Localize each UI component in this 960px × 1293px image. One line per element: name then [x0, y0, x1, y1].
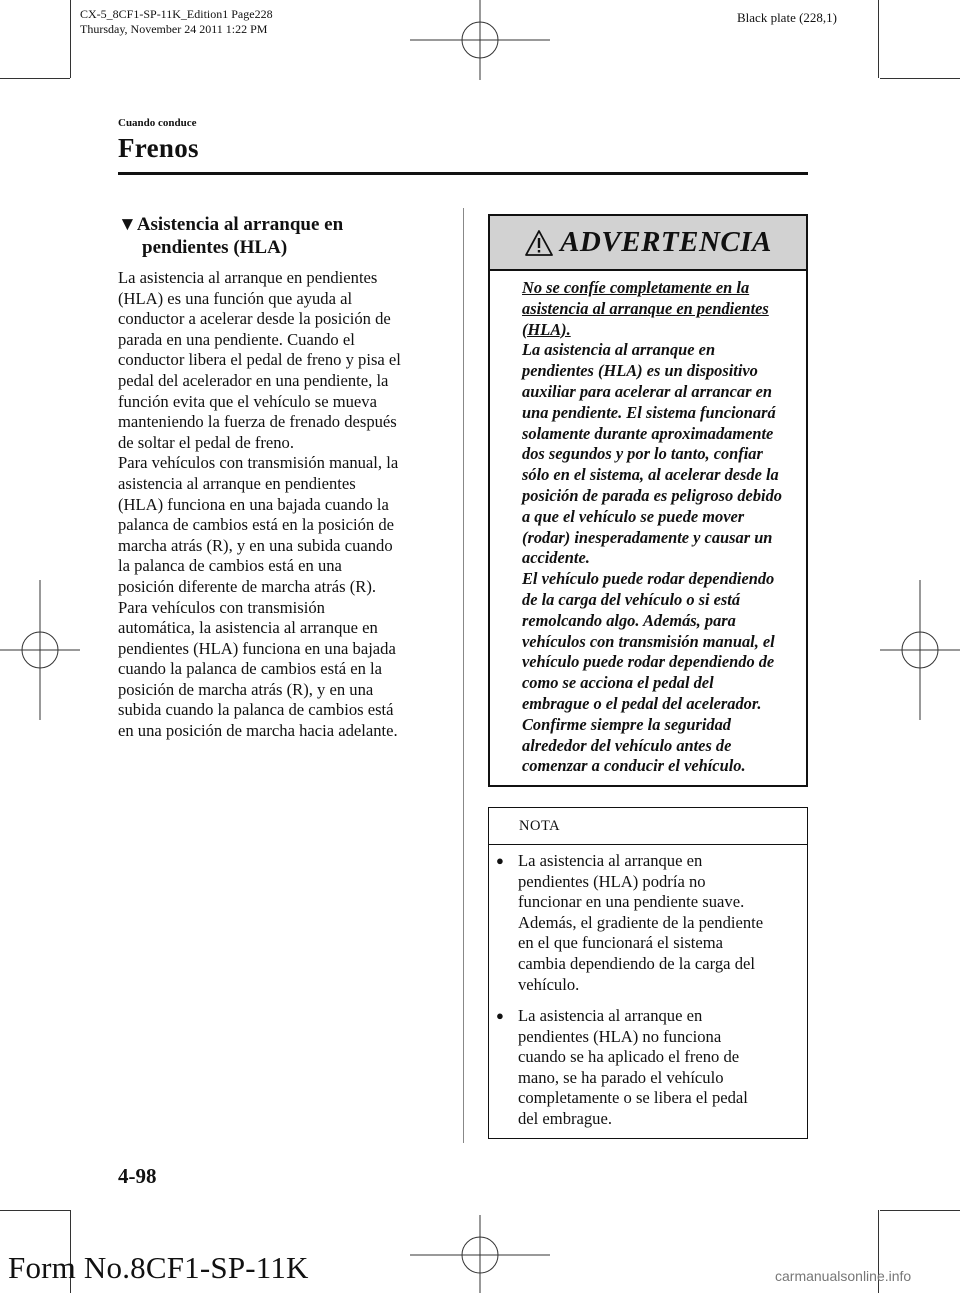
- warning-line: auxiliar para acelerar al arrancar en: [522, 381, 772, 401]
- heading-line-1: Asistencia al arranque en: [136, 214, 344, 235]
- note-line: del embrague.: [518, 1108, 612, 1128]
- warning-line: embrague o el pedal del acelerador.: [522, 693, 762, 713]
- body-line: (HLA) es una función que ayuda al: [118, 288, 353, 308]
- body-line: la palanca de cambios está en una: [118, 556, 342, 576]
- note-line: mano, se ha parado el vehículo: [518, 1067, 724, 1087]
- registration-mark-bottom-icon: [410, 1215, 550, 1293]
- warning-triangle-icon: [524, 229, 554, 257]
- warning-line: El vehículo puede rodar dependiendo: [522, 569, 775, 589]
- warning-line: posición de parada es peligroso debido: [522, 485, 782, 505]
- note-line: en el que funcionará el sistema: [518, 933, 724, 953]
- body-line: subida cuando la palanca de cambios está: [118, 700, 394, 720]
- note-line: pendientes (HLA) podría no: [518, 871, 706, 891]
- note-line: cambia dependiendo de la carga del: [518, 953, 755, 973]
- body-line: automática, la asistencia al arranque en: [118, 618, 378, 638]
- page-number: 4-98: [118, 1164, 157, 1188]
- body-line: conductor a acelerar desde la posición de: [118, 309, 391, 329]
- note-line: vehículo.: [518, 974, 580, 994]
- body-line: Para vehículos con transmisión: [118, 597, 325, 617]
- body-line: Para vehículos con transmisión manual, la: [118, 453, 399, 473]
- section-heading: [118, 213, 458, 259]
- warning-body: [522, 278, 796, 777]
- warning-line: vehículo puede rodar dependiendo de: [522, 652, 775, 672]
- warning-line: accidente.: [522, 548, 590, 568]
- watermark: carmanualsonline.info: [775, 1268, 912, 1284]
- warning-underlined-line: No se confíe completamente en la: [522, 278, 750, 297]
- print-date-line: Thursday, November 24 2011 1:22 PM: [80, 22, 268, 36]
- warning-line: solamente durante aproximadamente: [522, 423, 774, 443]
- note-line: Además, el gradiente de la pendiente: [518, 912, 764, 932]
- note-item-1: [496, 851, 799, 995]
- registration-mark-left-icon: [0, 580, 80, 720]
- note-box: [488, 807, 808, 1139]
- warning-line: (rodar) inesperadamente y causar un: [522, 527, 773, 547]
- warning-line: dos segundos y por lo tanto, confiar: [522, 444, 763, 464]
- warning-line: de la carga del vehículo o si está: [522, 589, 741, 609]
- body-line: pedal del acelerador en una pendiente, la: [118, 370, 389, 390]
- title-rule: [118, 172, 808, 175]
- print-header: [80, 7, 273, 37]
- body-line: parada en una pendiente. Cuando el: [118, 329, 355, 349]
- body-line: palanca de cambios está en la posición de: [118, 515, 394, 535]
- warning-underlined-line: asistencia al arranque en pendientes: [522, 298, 769, 318]
- heading-marker-icon: ▼: [118, 214, 137, 235]
- note-line: La asistencia al arranque en: [518, 1006, 703, 1025]
- body-line: pendientes (HLA) funciona en una bajada: [118, 638, 396, 658]
- body-line: manteniendo la fuerza de frenado después: [118, 412, 397, 432]
- body-line: posición diferente de marcha atrás (R).: [118, 576, 377, 596]
- note-title: NOTA: [519, 818, 561, 834]
- warning-box: [488, 214, 808, 787]
- body-line: asistencia al arranque en pendientes: [118, 473, 356, 493]
- warning-line: alrededor del vehículo antes de: [522, 735, 732, 755]
- print-file-line: CX-5_8CF1-SP-11K_Edition1 Page228: [80, 7, 273, 21]
- form-number: Form No.8CF1-SP-11K: [8, 1250, 309, 1285]
- note-line: cuando se ha aplicado el freno de: [518, 1047, 740, 1067]
- page-title: Frenos: [118, 133, 199, 163]
- body-paragraphs: [118, 268, 458, 742]
- note-line: La asistencia al arranque en: [518, 851, 703, 870]
- registration-mark-top-icon: [410, 0, 550, 80]
- registration-mark-right-icon: [880, 580, 960, 720]
- body-line: (HLA) funciona en una bajada cuando la: [118, 494, 389, 514]
- body-line: cuando la palanca de cambios está en la: [118, 659, 382, 679]
- body-line: La asistencia al arranque en pendientes: [118, 268, 378, 287]
- note-header: [489, 808, 807, 845]
- warning-title: ADVERTENCIA: [560, 226, 772, 258]
- note-line: funcionar en una pendiente suave.: [518, 892, 745, 912]
- note-item-2: [496, 1006, 799, 1130]
- warning-underlined-line: (HLA).: [522, 319, 571, 339]
- bullet-icon: ●: [496, 1008, 504, 1023]
- body-line: de soltar el pedal de freno.: [118, 432, 295, 452]
- heading-line-2: pendientes (HLA): [142, 237, 288, 258]
- column-divider: [463, 208, 464, 1143]
- bullet-icon: ●: [496, 853, 504, 868]
- warning-line: Confirme siempre la seguridad: [522, 714, 731, 734]
- body-line: conductor libera el pedal de freno y pisa el: [118, 350, 401, 370]
- note-line: completamente o se libera el pedal: [518, 1088, 748, 1108]
- warning-line: comenzar a conducir el vehículo.: [522, 756, 746, 776]
- body-line: posición de marcha atrás (R), y en una: [118, 679, 374, 699]
- warning-line: sólo en el sistema, al acelerar desde la: [522, 465, 779, 485]
- body-line: marcha atrás (R), y en una subida cuando: [118, 535, 393, 555]
- black-plate-label: Black plate (228,1): [737, 10, 837, 25]
- warning-line: remolcando algo. Además, para: [522, 610, 736, 630]
- warning-line: una pendiente. El sistema funcionará: [522, 402, 776, 422]
- warning-line: La asistencia al arranque en: [522, 340, 716, 360]
- section-subtitle: Cuando conduce: [118, 117, 197, 129]
- body-line: en una posición de marcha hacia adelante.: [118, 721, 398, 741]
- body-line: función evita que el vehículo se mueva: [118, 391, 377, 411]
- warning-line: vehículos con transmisión manual, el: [522, 631, 775, 651]
- warning-header: [490, 216, 806, 271]
- note-line: pendientes (HLA) no funciona: [518, 1026, 722, 1046]
- warning-line: a que el vehículo se puede mover: [522, 506, 745, 526]
- warning-line: como se acciona el pedal del: [522, 673, 714, 693]
- warning-line: pendientes (HLA) es un dispositivo: [522, 361, 758, 381]
